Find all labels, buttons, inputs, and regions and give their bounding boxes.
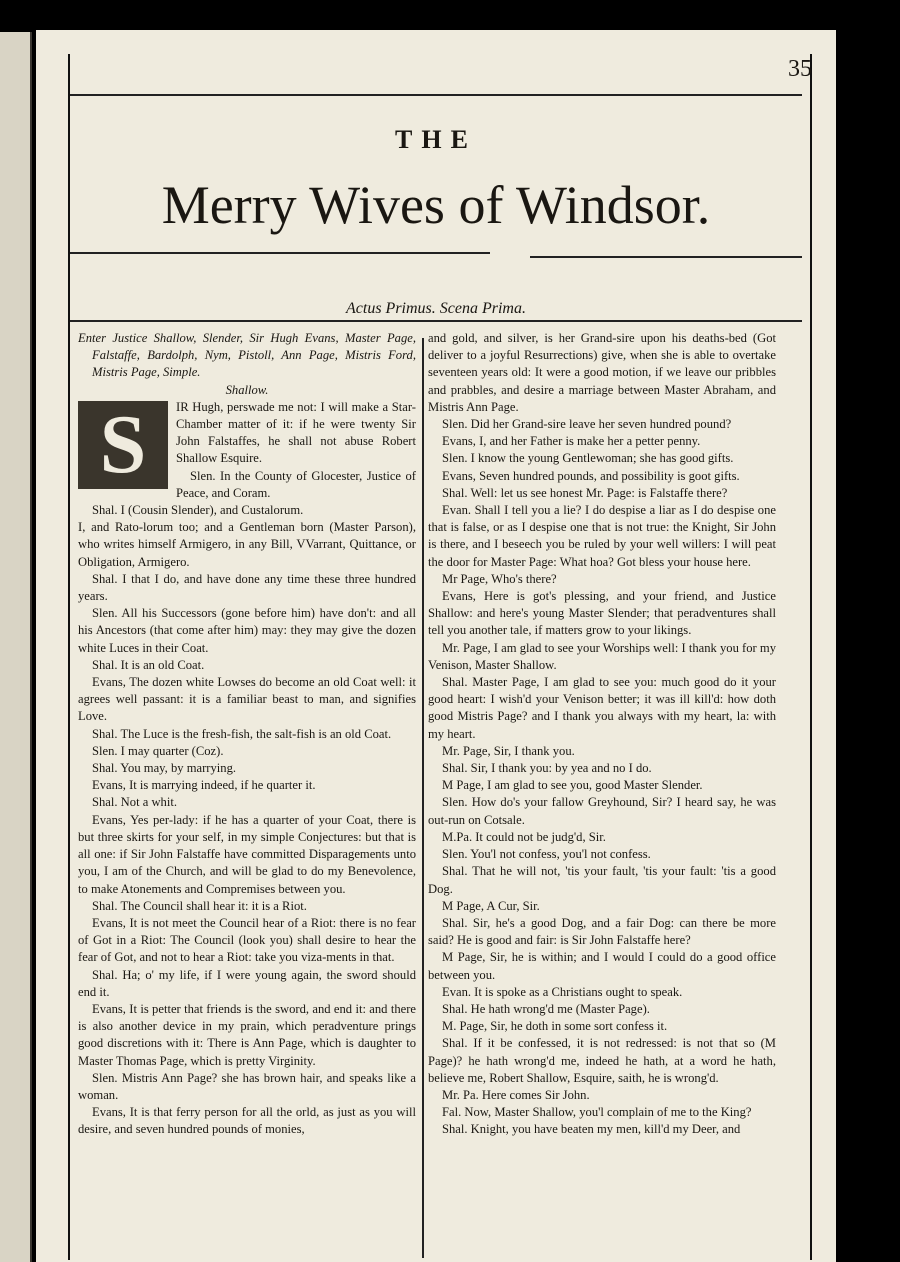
dialogue-line: Mr Page, Who's there? [442,571,557,586]
dialogue-line: Slen. How do's your fallow Greyhound, Sir? I heard say, he was out-run on Cotsale. [428,795,776,827]
dialogue-line: Evans, It is marrying indeed, if he quarter it. [92,778,316,793]
dialogue-line: Fal. Now, Master Shallow, you'l complain of me to the King? [442,1105,752,1120]
dialogue-line: Shal. Ha; o' my life, if I were young again, the sword should end it. [78,967,416,999]
page [36,30,836,1262]
dialogue-line: Shal. Sir, I thank you: by yea and no I do. [442,761,652,776]
dialogue-line: Shal. If it be confessed, it is not redressed: is not that so (M Page)? he hath wrong'd me, indeed he hath, at a word he hath, believe me, Robert Shallow, Esquire, saith, he is wrong'd. [428,1036,776,1085]
dialogue-line: Slen. I know the young Gentlewoman; she has good gifts. [442,451,734,466]
dialogue-line: Evans, It is that ferry person for all the orld, as just as you will desire, and seven hundred pounds of monies, [78,1105,416,1137]
left-column [78,330,416,1250]
dialogue-line: Shal. Not a whit. [92,795,178,810]
dialogue-line: Slen. I may quarter (Coz). [92,743,224,758]
dialogue-line: Shal. The Council shall hear it: it is a Riot. [92,898,307,913]
rule-above-columns [70,320,802,322]
dialogue-line: Shal. The Luce is the fresh-fish, the salt-fish is an old Coat. [92,726,392,741]
rule-under-title-2 [530,256,802,258]
dialogue-line: and gold, and silver, is her Grand-sire upon his deaths-bed (Got deliver to a joyful Resurrections) give, when she is able to overtake seventeen years old: It were a good motion, if we leave our pribbles and prabbles, and desire a marriage between Master Abraham, and Mistris Ann Page. [428,331,776,414]
dialogue-line: M Page, I am glad to see you, good Master Slender. [442,778,703,793]
play-title: Merry Wives of Windsor. [161,175,711,235]
dialogue-line: Shal. That he will not, 'tis your fault, 'tis your fault: 'tis a good Dog. [428,864,776,896]
right-column [428,330,776,1250]
act-scene-heading: Actus Primus. Scena Prima. [346,300,526,317]
dialogue-line: Slen. All his Successors (gone before him) have don't: and all his Ancestors (that come after him) may: they may give the dozen white Luces in their Coat. [78,606,416,655]
dialogue-line: Shal. Well: let us see honest Mr. Page: is Falstaffe there? [442,485,728,500]
dialogue-line: M Page, A Cur, Sir. [442,898,540,913]
dialogue-line: Shal. Knight, you have beaten my men, kill'd my Deer, and [442,1122,741,1137]
dialogue-line: Shal. I that I do, and have done any time these three hundred years. [78,571,416,604]
dialogue-line: M.Pa. It could not be judg'd, Sir. [442,829,606,844]
previous-page-edge [0,32,32,1262]
dialogue-line: Evans, It is not meet the Council hear of a Riot: there is no fear of Got in a Riot: The Council (look you) shall desire to hear the fear of Got, and not to hear a Riot: take you viza-ments in that. [78,915,416,965]
dialogue-line: Shal. You may, by marrying. [92,761,237,776]
decorated-initial: S [78,401,168,489]
dialogue-line: Shal. He hath wrong'd me (Master Page). [442,1001,650,1016]
dialogue-line: Mr. Page, Sir, I thank you. [442,743,575,758]
dialogue-line: Evans, Yes per-lady: if he has a quarter of your Coat, there is but three skirts for your self, in my simple Conjectures: but that is all one: if Sir John Falstaffe have committed Disparagements unto you, I am of the Church, and will be glad to do my Benevolence, to make Atonements and Compremises between you. [78,812,416,896]
dialogue-line: Shal. I (Cousin Slender), and Custalorum. [92,503,304,518]
dialogue-line: Evans, Seven hundred pounds, and possibility is goot gifts. [442,468,740,483]
dialogue-line: Slen. In the County of Glocester, Justice of Peace, and Coram. [176,468,416,500]
dialogue-line: Evans, Here is got's plessing, and your friend, and Justice Shallow: and here's young Master Slender; that peradventures shall tell you another tale, if matters grow to your likings. [428,589,776,638]
dialogue-line: Slen. Mistris Ann Page? she has brown hair, and speaks like a woman. [78,1070,416,1102]
dialogue-line: Evan. Shall I tell you a lie? I do despise a liar as I do despise one that is false, or as I despise one that is not true: the Knight, Sir John is there, and I beseech you be ruled by your well willers: I will peat the door for Master Page: What hoa? Got bless your house here. [428,503,776,569]
rule-under-title-1 [70,252,490,254]
dialogue-line: Evan. It is spoke as a Christians ought to speak. [442,984,683,999]
column-divider [422,338,424,1258]
dialogue-line: IR Hugh, perswade me not: I will make a Star-Chamber matter of it: if he were twenty Sir John Falstaffes, he shall not abuse Robert Shallow Esquire. [176,399,416,466]
dialogue-line: M Page, Sir, he is within; and I would I could do a good office between you. [428,950,776,982]
dialogue-line: Evans, The dozen white Lowses do become an old Coat well: it agrees well passant: it is a familiar beast to man, and signifies Love. [78,675,416,724]
dialogue-line: Slen. You'l not confess, you'l not confess. [442,847,651,862]
title-the: THE [395,125,477,154]
dialogue-line: Evans, It is petter that friends is the sword, and end it: and there is also another device in my prain, which peradventure prings good discretions with it: There is Ann Page, which is daughter to Master Thomas Page, which is pretty Virginity. [78,1001,416,1068]
dialogue-line: I, and Rato-lorum too; and a Gentleman born (Master Parson), who writes himself Armigero, in any Bill, VVarrant, Quittance, or Obligation, Armigero. [78,520,416,569]
dialogue-line: Shal. It is an old Coat. [92,657,205,672]
dialogue-line: Slen. Did her Grand-sire leave her seven hundred pound? [442,417,732,432]
dialogue-line: Shal. Sir, he's a good Dog, and a fair Dog: can there be more said? He is good and fair: is Sir John Falstaffe here? [428,915,776,948]
dialogue-line: M. Page, Sir, he doth in some sort confess it. [442,1019,668,1034]
speaker-heading: Shallow. [225,382,269,397]
page-number: 35 [788,56,812,82]
dialogue-line: Mr. Page, I am glad to see your Worships well: I thank you for my Venison, Master Shallow. [428,640,776,672]
dialogue-line: Shal. Master Page, I am glad to see you: much good do it your good heart: I wish'd your Venison better; it was ill kill'd: how doth good Mistris Page? and I thank you always with my heart, la: with my heart. [428,675,776,741]
stage-direction-entry: Enter Justice Shallow, Slender, Sir Hugh Evans, Master Page, Falstaffe, Bardolph, Nym, Pistoll, Ann Page, Mistris Ford, Mistris Page, Simple. [78,331,416,380]
dialogue-line: Evans, I, and her Father is make her a petter penny. [442,434,701,449]
dialogue-line: Mr. Pa. Here comes Sir John. [442,1087,590,1102]
top-rule [70,94,802,96]
